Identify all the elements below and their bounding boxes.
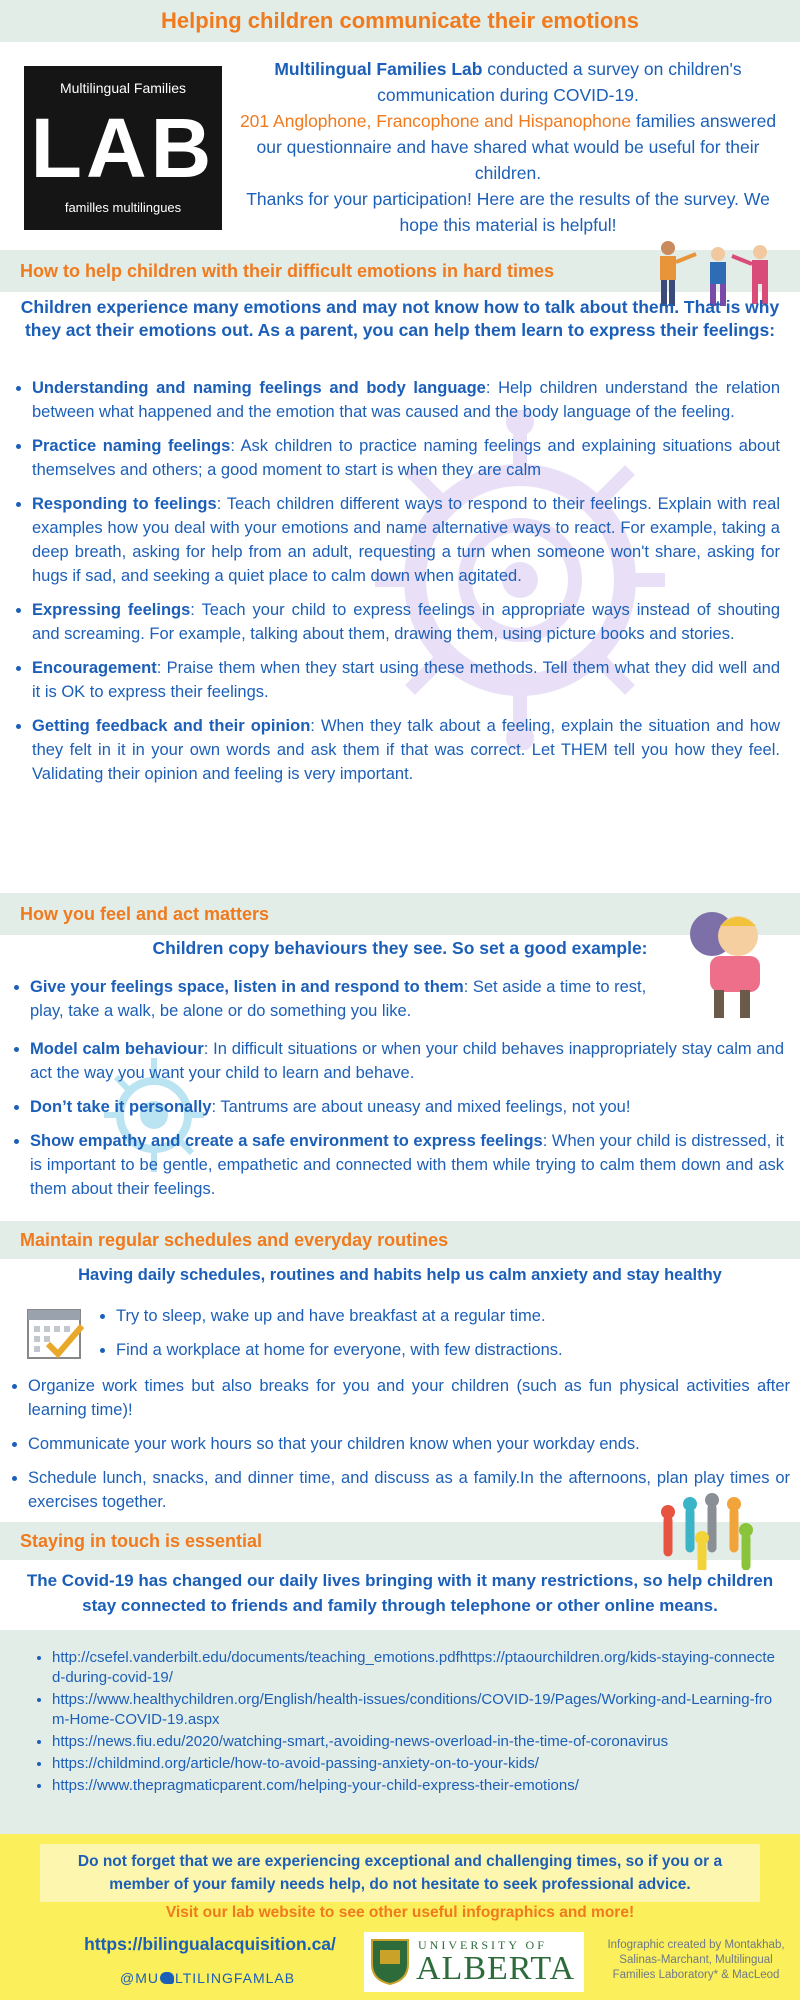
footer — [0, 1834, 800, 2000]
logo-big-text: LAB — [30, 101, 216, 195]
list-item: • Model calm behaviour: In difficult situations or when your child behaves inappropriately stay calm and act the way you want your child to learn and behave. — [30, 1037, 784, 1085]
help-notice: Do not forget that we are experiencing exceptional and challenging times, so if you or a member of your family needs help, do not hesitate to seek professional advice. — [40, 1844, 760, 1902]
intro-thanks: Thanks for your participation! Here are the results of the survey. We hope this material is helpful! — [246, 189, 770, 235]
list-item: • Responding to feelings: Teach children different ways to respond to their feelings. Explain with real examples how you deal with your emotions and name alternative ways to react. For example, taking a deep breath, asking for help from an adult, requesting a turn when someone won't share, asking for hugs if sad, and seeking a quiet place to calm down when agitated. — [32, 492, 780, 588]
lab-name: Multilingual Families Lab — [274, 59, 483, 79]
section1-heading: How to help children with their difficult emotions in hard times — [20, 261, 555, 281]
hugging-children-illustration — [680, 904, 780, 1024]
list-item: • Getting feedback and their opinion: When they talk about a feeling, explain the situation and how they felt in it in your own words and ask them if that was correct. Let THEM tell you how they feel. Validating their opinion and feeling is very important. — [32, 714, 780, 786]
section4-lead: The Covid-19 has changed our daily lives bringing with it many restrictions, so help children stay connected to friends and family through telephone or other online means. — [26, 1571, 774, 1615]
list-item: • Practice naming feelings: Ask children to practice naming feelings and explaining situations about themselves and others; a good moment to start is when they are calm — [32, 434, 780, 482]
section3-lead: Having daily schedules, routines and habits help us calm anxiety and stay healthy — [78, 1266, 722, 1284]
list-item: • Understanding and naming feelings and body language: Help children understand the relation between what happened and the emotion that was caused and the body language of the feeling. — [32, 376, 780, 424]
respondent-groups: 201 Anglophone, Francophone and Hispanophone — [239, 111, 632, 131]
website-link[interactable]: https://bilingualacquisition.ca/ — [84, 1934, 336, 1954]
list-item: • Expressing feelings: Teach your child to express feelings in appropriate ways instead of shouting and screaming. For example, talking about them, drawing them, using picture books and stories. — [32, 598, 780, 646]
logo-bottom-text: familles multilingues — [64, 200, 182, 215]
logo-top-text: Multilingual Families — [59, 80, 187, 96]
list-item: • Organize work times but also breaks for you and your children (such as fun physical activities after learning time)! — [28, 1374, 790, 1422]
list-item: • Communicate your work hours so that your children know when your workday ends. — [28, 1432, 790, 1456]
list-item: • Try to sleep, wake up and have breakfast at a regular time. — [116, 1304, 790, 1328]
section2-first-item — [2, 975, 664, 1033]
list-item: • Schedule lunch, snacks, and dinner time, and discuss as a family.In the afternoons, plan play times or exercises together. — [28, 1466, 790, 1514]
university-logo — [364, 1932, 584, 1992]
section2-heading: How you feel and act matters — [20, 904, 270, 924]
credit-text: Infographic created by Montakhab, Salinas-Marchant, Multilingual Families Laboratory* & MacLeod — [607, 1939, 785, 1981]
calendar-check-icon — [26, 1304, 86, 1360]
intro-text — [232, 56, 784, 238]
intro-line2: families answered our questionnaire and have shared what would be useful for their children. — [256, 111, 777, 183]
twitter-bird-icon — [160, 1972, 174, 1984]
source-link[interactable]: • http://csefel.vanderbilt.edu/documents/teaching_emotions.pdfhttps://ptaourchildren.org/kids-staying-connected-during-covid-19/ — [52, 1648, 780, 1688]
section1-list — [4, 376, 780, 796]
intro-line1: conducted a survey on children's communication during COVID-19. — [377, 59, 742, 105]
source-link[interactable]: • https://childmind.org/article/how-to-avoid-passing-anxiety-on-to-your-kids/ — [52, 1754, 780, 1774]
source-link[interactable]: • https://www.healthychildren.org/English/health-issues/conditions/COVID-19/Pages/Working-and-Learning-from-Home-COVID-19.aspx — [52, 1690, 780, 1730]
university-top-text: UNIVERSITY OF — [418, 1938, 547, 1952]
university-name-text: ALBERTA — [416, 1950, 576, 1987]
list-item: • Show empathy and create a safe environment to express feelings: When your child is distressed, it is important to be gentle, empathetic and connected with them while trying to calm them down and ask them about their feelings. — [30, 1129, 784, 1201]
twitter-handle[interactable]: @MU LTILINGFAMLAB — [120, 1970, 296, 1986]
list-item: • Give your feelings space, listen in and respond to them: Set aside a time to rest, play, take a walk, be alone or do something you like. — [30, 975, 664, 1023]
section1-lead: Children experience many emotions and may not know how to talk about them. That is why they act their emotions out. As a parent, you can help them learn to express their feelings: — [20, 297, 780, 340]
section3-heading: Maintain regular schedules and everyday routines — [20, 1230, 449, 1250]
source-link[interactable]: • https://news.fiu.edu/2020/watching-smart,-avoiding-news-overload-in-the-time-of-coronavirus — [52, 1732, 780, 1752]
source-link[interactable]: • https://www.thepragmaticparent.com/helping-your-child-express-their-emotions/ — [52, 1776, 780, 1796]
people-circle-illustration — [648, 1490, 758, 1570]
list-item: • Don’t take it personally: Tantrums are about uneasy and mixed feelings, not you! — [30, 1095, 784, 1119]
list-item: • Find a workplace at home for everyone, with few distractions. — [116, 1338, 790, 1362]
page-title: Helping children communicate their emotions — [161, 8, 639, 33]
sources-panel — [0, 1630, 800, 1834]
section2-list — [2, 1037, 784, 1211]
section2-lead: Children copy behaviours they see. So set a good example: — [152, 938, 648, 958]
university-crest-icon — [370, 1938, 410, 1986]
lab-logo — [24, 66, 222, 230]
section3-indented-list — [90, 1304, 790, 1372]
visit-text: Visit our lab website to see other useful infographics and more! — [165, 1904, 635, 1921]
list-item: • Encouragement: Praise them when they start using these methods. Tell them what they did well and it is OK to express their feelings. — [32, 656, 780, 704]
section4-heading: Staying in touch is essential — [20, 1531, 263, 1551]
